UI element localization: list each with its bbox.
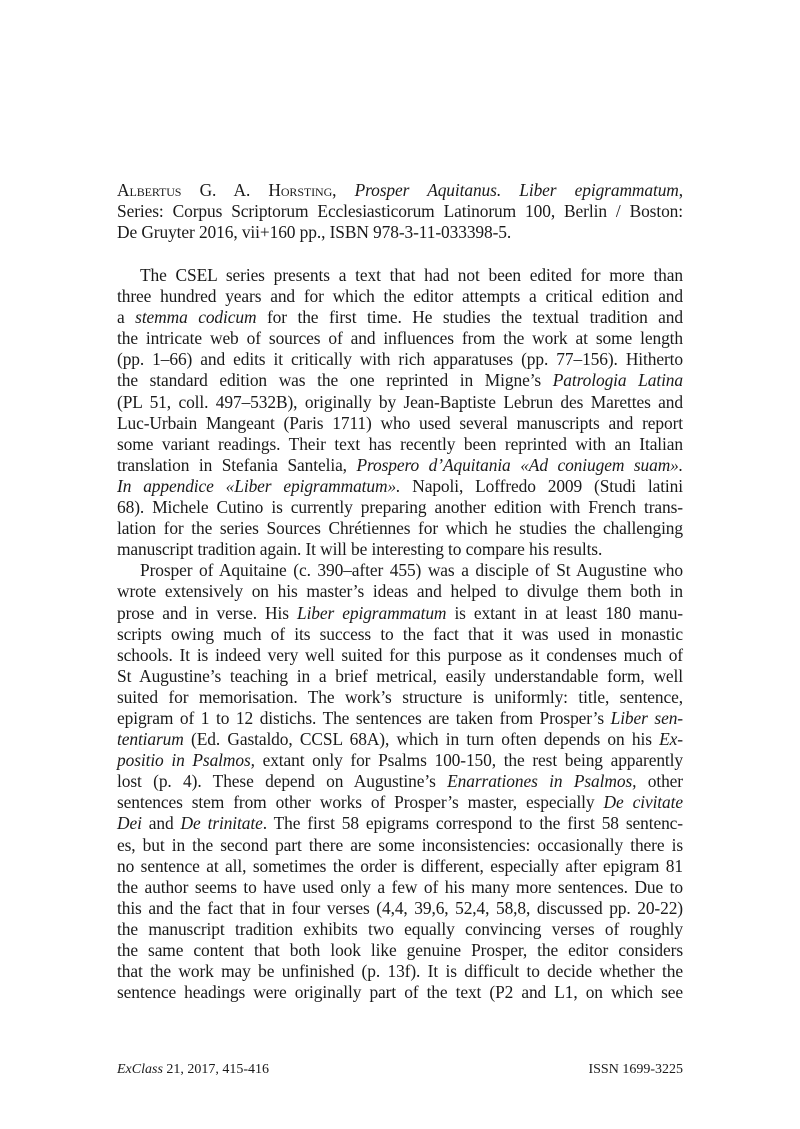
- italic-text: Dei: [117, 813, 142, 834]
- text-run: is extant in at least 180 manu-: [446, 602, 683, 623]
- italic-text: Liber sen-: [610, 707, 683, 728]
- italic-text: De civitate: [603, 792, 683, 813]
- italic-text: Enarrationes in Psalmos,: [447, 771, 637, 792]
- header-line: [117, 180, 683, 201]
- text-run: that the work may be unfinished (p. 13f). It is difficult to decide whether the: [117, 961, 683, 982]
- review-bibliographic-header: [117, 180, 683, 243]
- text-run: three hundred years and for which the editor attempts a critical edition and: [117, 286, 683, 307]
- body-line: [117, 349, 683, 370]
- text-run: a: [117, 307, 136, 328]
- text-run: ,: [678, 180, 683, 200]
- body-line: [117, 265, 683, 286]
- text-run: some variant readings. Their text has recently been reprinted with an Italian: [117, 433, 683, 454]
- body-line: [117, 497, 683, 518]
- text-run: lost (p. 4). These depend on Augustine’s: [117, 771, 448, 792]
- body-line: [117, 982, 683, 1003]
- body-line: [117, 792, 683, 813]
- italic-text: Ex-: [659, 729, 683, 750]
- body-line: [117, 560, 683, 581]
- body-line: [117, 919, 683, 940]
- body-line: [117, 413, 683, 434]
- text-run: and: [141, 813, 181, 834]
- body-line: [117, 518, 683, 539]
- author-name: Albertus G. A. Horsting: [117, 180, 333, 200]
- page-footer: [117, 1060, 683, 1080]
- body-line: [117, 286, 683, 307]
- body-line: [117, 729, 683, 750]
- body-line: [117, 898, 683, 919]
- body-line: [117, 370, 683, 391]
- header-line: [117, 222, 683, 243]
- text-run: Napoli, Loffredo 2009 (Studi latini: [400, 475, 683, 496]
- text-run: suited for memorisation. The work’s structure is uniformly: title, sentence,: [117, 686, 683, 707]
- text-run: sentences stem from other works of Prosper’s master, especially: [117, 792, 604, 813]
- italic-text: De trinitate: [180, 813, 263, 834]
- body-line: [117, 392, 683, 413]
- body-line: [117, 434, 683, 455]
- italic-text: In appendice «Liber epigrammatum».: [117, 475, 401, 496]
- body-line: [117, 307, 683, 328]
- italic-text: tentiarum: [117, 729, 184, 750]
- text-run: . The first 58 epigrams correspond to the first 58 sentenc-: [262, 813, 683, 834]
- body-line: [117, 687, 683, 708]
- italic-text: stemma codicum: [135, 307, 257, 328]
- body-line: [117, 813, 683, 834]
- body-line: [117, 624, 683, 645]
- text-run: (pp. 1–66) and edits it critically with rich apparatuses (pp. 77–156). Hitherto: [117, 349, 683, 370]
- text-run: es, but in the second part there are some inconsistencies: occasionally there is: [117, 834, 683, 855]
- text-run: this and the fact that in four verses (4,4, 39,6, 52,4, 58,8, discussed pp. 20-22): [117, 897, 683, 918]
- italic-text: Prospero d’Aquitania «Ad coniugem suam».: [356, 454, 683, 475]
- body-line: [117, 708, 683, 729]
- text-run: Prosper of Aquitaine (c. 390–after 455) was a disciple of St Augustine who: [140, 560, 683, 581]
- body-line: [117, 940, 683, 961]
- body-line: [117, 666, 683, 687]
- italic-text: Prosper Aquitanus. Liber epigrammatum: [354, 180, 679, 200]
- text-run: the standard edition was the one reprinted in Migne’s: [117, 370, 553, 391]
- text-run: manuscript tradition again. It will be interesting to compare his results.: [117, 539, 603, 560]
- body-line: [117, 539, 683, 560]
- text-run: the manuscript tradition exhibits two equally convincing verses of roughly: [117, 918, 683, 939]
- body-line: [117, 771, 683, 792]
- text-run: sentence headings were originally part of the text (P2 and L1, on which see: [117, 982, 683, 1003]
- text-run: schools. It is indeed very well suited for this purpose as it condenses much of: [117, 644, 683, 665]
- footer-journal-name: ExClass: [117, 1062, 163, 1077]
- review-body-text: [117, 265, 683, 1003]
- text-run: the same content that both look like genuine Prosper, the editor considers: [117, 940, 683, 960]
- footer-issn: ISSN 1699-3225: [588, 1062, 683, 1077]
- text-run: wrote extensively on his master’s ideas and helped to divulge them both in: [117, 581, 683, 602]
- text-run: The CSEL series presents a text that had not been edited for more than: [140, 265, 683, 285]
- text-run: De Gruyter 2016, vii+160 pp., ISBN 978-3-11-033398-5.: [117, 222, 512, 243]
- text-run: scripts owing much of its success to the fact that it was used in monastic: [117, 623, 683, 644]
- text-run: Luc-Urbain Mangeant (Paris 1711) who used several manuscripts and report: [117, 412, 683, 433]
- body-line: [117, 877, 683, 898]
- text-run: prose and in verse. His: [117, 602, 297, 623]
- text-run: other: [636, 771, 683, 792]
- italic-text: Patrologia Latina: [552, 370, 683, 391]
- text-run: St Augustine’s teaching in a brief metrical, easily understandable form, well: [117, 665, 683, 686]
- footer-volume-pages: 21, 2017, 415-416: [162, 1062, 270, 1077]
- body-line: [117, 603, 683, 624]
- body-line: [117, 328, 683, 349]
- text-run: translation in Stefania Santelia,: [117, 454, 357, 475]
- text-run: ,: [332, 180, 355, 200]
- text-run: (PL 51, coll. 497–532B), originally by Jean-Baptiste Lebrun des Marettes and: [117, 391, 683, 412]
- text-run: extant only for Psalms 100-150, the rest being apparently: [254, 750, 683, 771]
- text-run: the intricate web of sources of and influences from the work at some length: [117, 328, 683, 349]
- text-run: epigram of 1 to 12 distichs. The sentences are taken from Prosper’s: [117, 707, 611, 728]
- body-line: [117, 645, 683, 666]
- body-line: [117, 581, 683, 602]
- body-line: [117, 835, 683, 856]
- footer-citation: [117, 1060, 269, 1080]
- header-line: [117, 201, 683, 222]
- italic-text: positio in Psalmos,: [117, 750, 255, 771]
- body-line: [117, 961, 683, 982]
- text-run: Series: Corpus Scriptorum Ecclesiasticorum Latinorum 100, Berlin / Boston:: [117, 201, 683, 222]
- body-line: [117, 856, 683, 877]
- italic-text: Liber epigrammatum: [297, 602, 447, 623]
- text-run: no sentence at all, sometimes the order is different, especially after epigram 81: [117, 855, 683, 876]
- text-run: for the first time. He studies the textual tradition and: [256, 307, 683, 328]
- body-line: [117, 455, 683, 476]
- text-run: 68). Michele Cutino is currently preparing another edition with French trans-: [117, 497, 683, 518]
- body-line: [117, 476, 683, 497]
- text-run: the author seems to have used only a few of his many more sentences. Due to: [117, 876, 683, 897]
- text-run: lation for the series Sources Chrétiennes for which he studies the challenging: [117, 518, 683, 539]
- text-run: (Ed. Gastaldo, CCSL 68A), which in turn often depends on his: [183, 729, 660, 750]
- body-line: [117, 750, 683, 771]
